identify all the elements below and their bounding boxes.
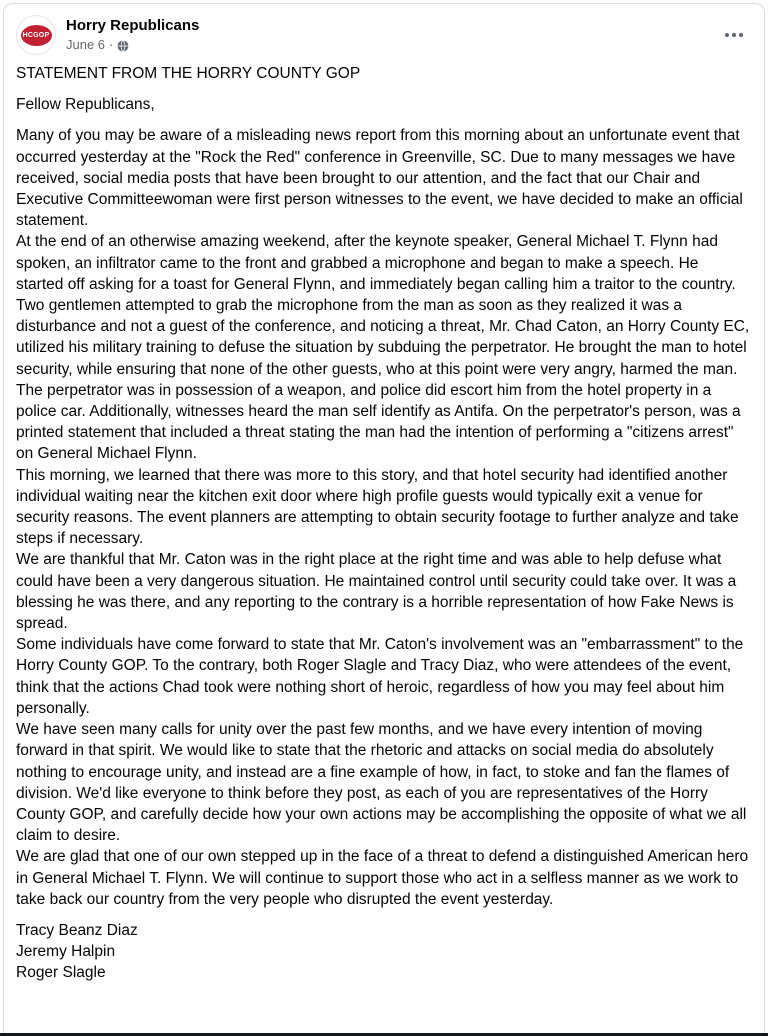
hcgop-logo	[21, 25, 52, 46]
post-paragraph: We have seen many calls for unity over the past few months, and we have every intention of moving forward in that spirit. We would like to state that the rhetoric and attacks on social media do absolutely nothing to encourage unity, and instead are a fine example of how, in fact, to stoke and fan the flames of division. We'd like everyone to think before they post, as each of you are representatives of the Horry County GOP, and carefully decide how your own actions may be accomplishing the opposite of what we all claim to desire.	[16, 721, 747, 845]
post-paragraph: Many of you may be aware of a misleading news report from this morning about an unfortunate event that occurred yesterday at the "Rock the Red" conference in Greenville, SC. Due to many messages we have received, social media posts that have been brought to our attention, and the fact that our Chair and Executive Committeewoman were first person witnesses to the event, we have decided to make an official statement.	[16, 127, 743, 230]
ellipsis-icon	[725, 33, 743, 37]
post-paragraph: We are thankful that Mr. Caton was in the right place at the right time and was able to help defuse what could have been a very dangerous situation. He maintained control until security could take over. It was a blessing he was there, and any reporting to the contrary is a horrible representation of how Fake News is spread.	[16, 551, 737, 633]
post-meta-line	[66, 37, 718, 53]
avatar-logo-text: HCGOP	[22, 31, 50, 39]
post-title-line: STATEMENT FROM THE HORRY COUNTY GOP	[16, 65, 361, 82]
header-meta	[66, 15, 718, 53]
post-header	[4, 4, 764, 59]
post-text	[4, 59, 764, 984]
post-paragraphs	[16, 125, 750, 910]
post-signatures	[16, 920, 750, 984]
post-timestamp-link[interactable]: June 6	[66, 37, 106, 52]
post-paragraph: At the end of an otherwise amazing weekend, after the keynote speaker, General Michael T. Flynn had spoken, an infiltrator came to the front and grabbed a microphone and began to make a speech. He started off asking for a toast for General Flynn, and immediately began calling him a traitor to the country. Two gentlemen attempted to grab the microphone from the man as soon as they realized it was a disturbance and not a guest of the conference, and noticing a threat, Mr. Chad Caton, an Horry County EC, utilized his military training to defuse the situation by subduing the perpetrator. He brought the man to hotel security, while ensuring that none of the other guests, who at this point were very angry, harmed the man. The perpetrator was in possession of a weapon, and police did escort him from the hotel property in a police car. Additionally, witnesses heard the man self identify as Antifa. On the perpetrator's person, was a printed statement that included a threat stating the man had the intention of performing a "citizens arrest" on General Michael Flynn.	[16, 233, 750, 463]
dot-separator: ·	[109, 37, 114, 52]
page-name-link[interactable]: Horry Republicans	[66, 17, 200, 34]
globe-privacy-icon	[117, 40, 129, 52]
post-card	[3, 3, 765, 1036]
post-paragraph: We are glad that one of our own stepped up in the face of a threat to defend a distinguished American hero in General Michael T. Flynn. We will continue to support those who act in a selfless manner as we work to take back our country from the very people who disrupted the event yesterday.	[16, 848, 749, 908]
signature-line: Tracy Beanz Diaz	[16, 921, 138, 939]
post-paragraph: This morning, we learned that there was more to this story, and that hotel security had identified another individual waiting near the kitchen exit door where high profile guests would typically exit a venue for security reasons. The event planners are attempting to obtain security footage to further analyze and take steps if necessary.	[16, 466, 739, 548]
post-options-button[interactable]	[718, 19, 750, 51]
post-salutation: Fellow Republicans,	[16, 96, 155, 114]
post-paragraph: Some individuals have come forward to state that Mr. Caton's involvement was an "embarrassment" to the Horry County GOP. To the contrary, both Roger Slagle and Tracy Diaz, who were attendees of the event, think that the actions Chad took were nothing short of heroic, regardless of how you may feel about him personally.	[16, 636, 744, 717]
page-avatar[interactable]	[16, 15, 56, 55]
signature-line: Roger Slagle	[16, 964, 106, 982]
signature-line: Jeremy Halpin	[16, 943, 116, 961]
